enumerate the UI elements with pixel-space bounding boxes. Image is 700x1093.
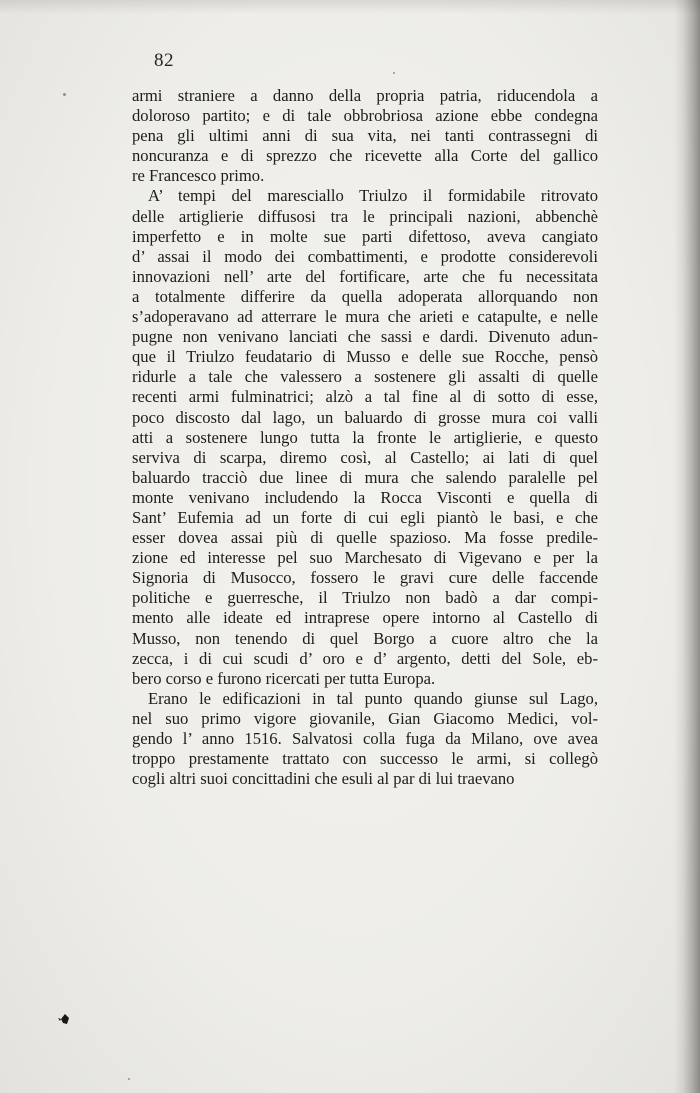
- body-text: [132, 86, 598, 789]
- page-top-shadow: [0, 0, 700, 14]
- text-line: ridurle a tale che valessero a sostenere gli assalti di quelle: [132, 367, 598, 387]
- text-line: re Francesco primo.: [132, 166, 265, 186]
- paper-speck: [128, 1078, 130, 1080]
- paper-speck: [63, 93, 66, 96]
- text-line: politiche e guerresche, il Triulzo non badò a dar compi-: [132, 588, 598, 608]
- text-line: Sant’ Eufemia ad un forte di cui egli piantò le basi, e che: [132, 507, 598, 527]
- text-line: imperfetto e in molte sue parti difettoso, aveva cangiato: [132, 226, 598, 246]
- text-line: pugne non venivano lanciati che sassi e dardi. Divenuto adun-: [132, 327, 598, 347]
- text-line: noncuranza e di sprezzo che ricevette alla Corte del gallico: [132, 146, 598, 166]
- text-line: A’ tempi del maresciallo Triulzo il formidabile ritrovato: [148, 186, 598, 206]
- text-line: Erano le edificazioni in tal punto quando giunse sul Lago,: [148, 688, 598, 708]
- text-line: gendo l’ anno 1516. Salvatosi colla fuga da Milano, ove avea: [132, 729, 598, 748]
- page-number: 82: [154, 50, 174, 71]
- text-line: poco discosto dal lago, un baluardo di grosse mura coi valli: [132, 407, 598, 427]
- text-line: zecca, i di cui scudi d’ oro e d’ argento, detti del Sole, eb-: [132, 648, 598, 668]
- text-line: a totalmente differire da quella adoperata allorquando non: [132, 286, 598, 306]
- text-line: d’ assai il modo dei combattimenti, e prodotte considerevoli: [132, 246, 598, 266]
- text-line: mento alle ideate ed intraprese opere intorno al Castello di: [132, 608, 598, 628]
- text-line: bero corso e furono ricercati per tutta Europa.: [132, 668, 436, 688]
- text-line: baluardo tracciò due linee di mura che salendo paralelle pel: [132, 467, 598, 487]
- text-line: esser dovea assai più di quelle spazioso. Ma fosse predile-: [132, 528, 598, 548]
- text-line: monte venivano includendo la Rocca Visconti e quella di: [132, 487, 598, 507]
- text-line: recenti armi fulminatrici; alzò a tal fine al di sotto di esse,: [132, 387, 598, 407]
- paper-speck: [393, 72, 395, 74]
- text-line: cogli altri suoi concittadini che esuli al par di lui traevano: [132, 769, 515, 789]
- text-line: innovazioni nell’ arte del fortificare, arte che fu necessitata: [132, 266, 598, 286]
- text-line: doloroso partito; e di tale obbrobriosa azione ebbe condegna: [132, 106, 598, 126]
- text-line: atti a sostenere lungo tutta la fronte le artiglierie, e questo: [132, 427, 598, 447]
- text-line: Signoria di Musocco, fossero le gravi cure delle faccende: [132, 568, 598, 588]
- text-line: armi straniere a danno della propria patria, riducendola a: [132, 86, 598, 105]
- text-line: s’adoperavano ad atterrare le mura che arieti e catapulte, e nelle: [132, 307, 598, 327]
- page-right-edge-shadow: [674, 0, 700, 1093]
- text-line: zione ed interesse pel suo Marchesato di Vigevano e per la: [132, 548, 598, 568]
- text-line: delle artiglierie diffusosi tra le principali nazioni, abbenchè: [132, 206, 598, 226]
- text-line: que il Triulzo feudatario di Musso e delle sue Rocche, pensò: [132, 347, 598, 367]
- text-line: troppo prestamente trattato con successo le armi, si collegò: [132, 749, 598, 769]
- text-line: Musso, non tenendo di quel Borgo a cuore altro che la: [132, 628, 598, 648]
- text-line: serviva di scarpa, diremo così, al Castello; ai lati di quel: [132, 447, 598, 467]
- text-line: pena gli ultimi anni di sua vita, nei tanti contrassegni di: [132, 126, 598, 146]
- text-line: nel suo primo vigore giovanile, Gian Giacomo Medici, vol-: [132, 708, 598, 728]
- ink-blot-mark: [58, 1012, 72, 1026]
